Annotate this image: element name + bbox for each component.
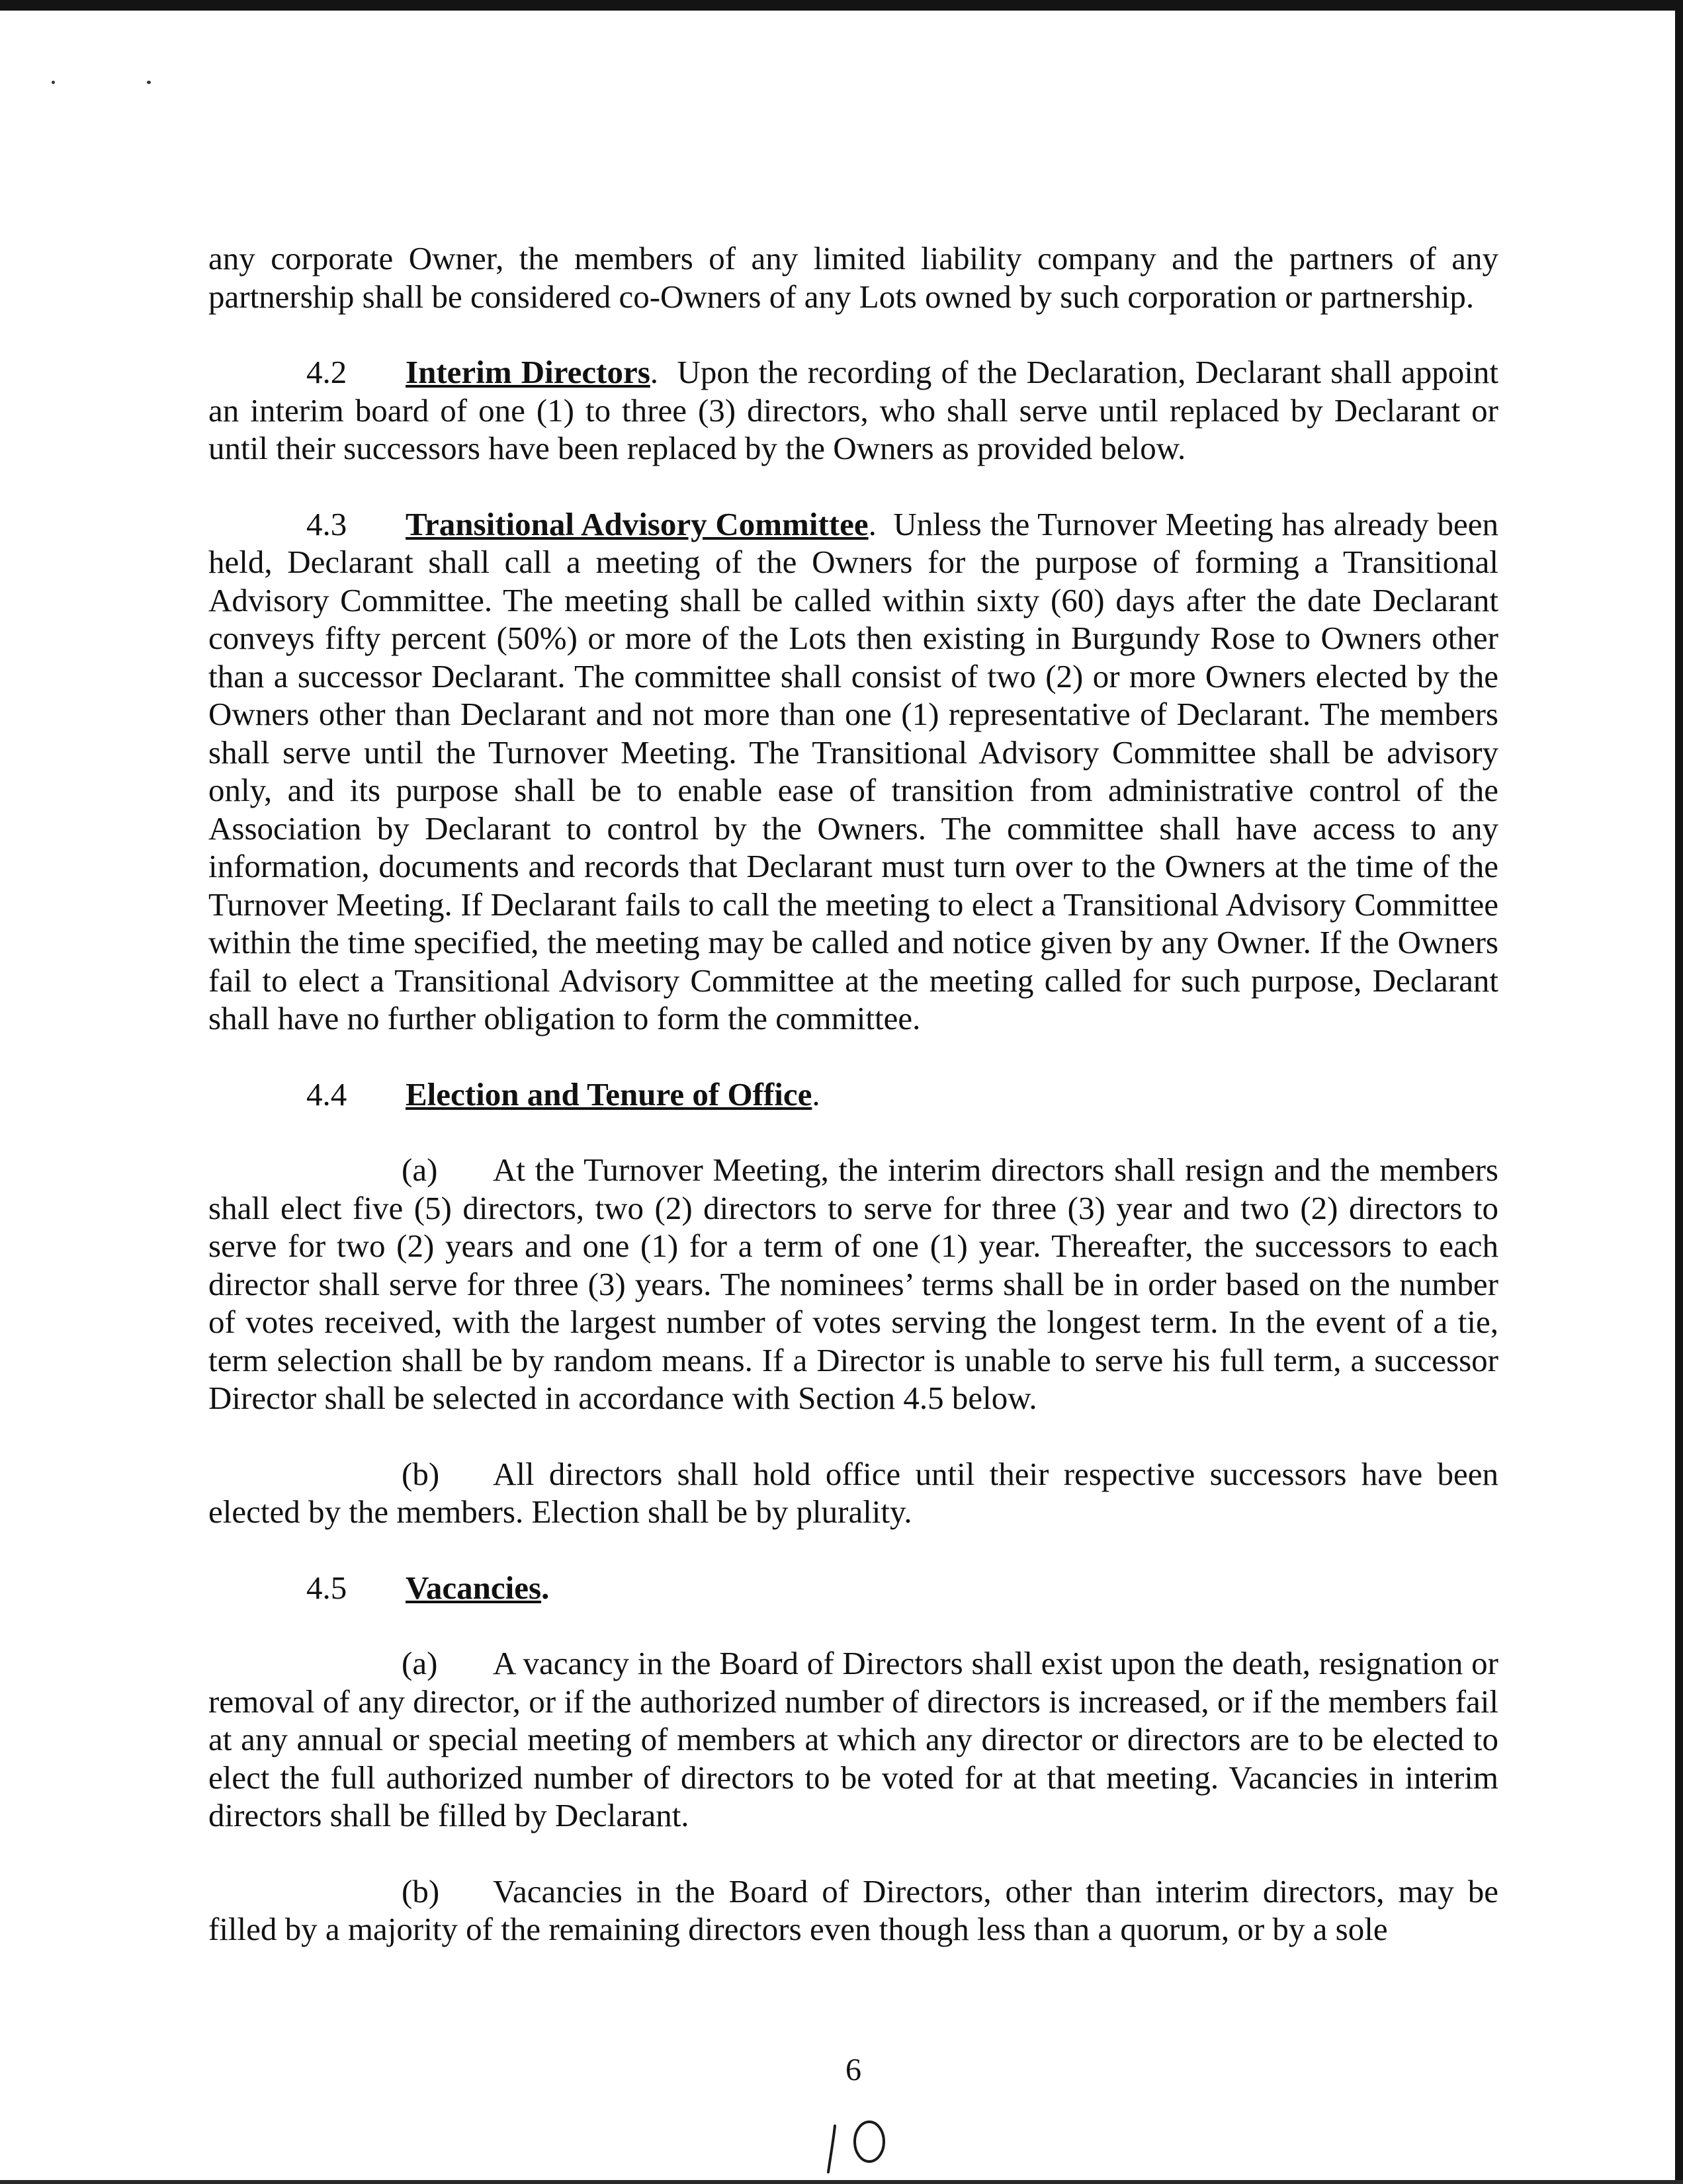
section-heading-punct: . — [541, 1569, 550, 1606]
section-number: 4.3 — [306, 505, 347, 542]
subsection-label: (b) — [402, 1455, 440, 1492]
section-heading: Vacancies — [406, 1569, 542, 1606]
handwritten-page-mark — [823, 2113, 902, 2176]
scan-speck — [52, 81, 55, 84]
subsection-label: (a) — [402, 1645, 438, 1681]
continued-paragraph: any corporate Owner, the members of any limited liability company and the partners of any partnership shall be considered co-Owners of any Lots owned by such corporation or partnership. — [208, 240, 1498, 315]
section-heading-punct: . — [868, 505, 877, 542]
subsection-4-5-b — [208, 1872, 1498, 1949]
section-heading-punct: . — [812, 1075, 820, 1113]
section-heading: Election and Tenure of Office — [406, 1075, 812, 1113]
section-heading-punct: . — [650, 354, 659, 390]
scan-speck — [147, 81, 151, 84]
section-heading: Interim Directors — [406, 354, 650, 390]
subsection-text: At the Turnover Meeting, the interim directors shall resign and the members shall elect five (5) directors, two (2) directors to serve for three (3) year and two (2) directors to serve for two (2) years and one (1) for a term of one (1) year. Thereafter, the successors to each director shall serve for three (3) years. The nominees’ terms shall be in order based on the number of votes received, with the largest number of votes serving the longest term. In the event of a tie, term selection shall be by random means. If a Director is unable to serve his full term, a successor Director shall be selected in accordance with Section 4.5 below. — [208, 1152, 1498, 1416]
subsection-4-5-a — [208, 1644, 1498, 1835]
scan-edge-bottom — [0, 2180, 1683, 2184]
section-number: 4.5 — [306, 1569, 347, 1606]
subsection-label: (b) — [402, 1872, 440, 1910]
scan-edge-right — [1675, 0, 1683, 2184]
subsection-text: Vacancies in the Board of Directors, other than interim directors, may be filled by a majority of the remaining directors even though less than a quorum, or by a sole — [208, 1872, 1498, 1947]
document-body — [208, 239, 1498, 1949]
page-number: 6 — [845, 2052, 861, 2087]
section-number: 4.4 — [306, 1075, 347, 1113]
section-text: Upon the recording of the Declaration, Declarant shall appoint an interim board of one (1) to three (3) directors, who shall serve until replaced by Declarant or until their successors have been replaced by the Owners as provided below. — [208, 354, 1499, 466]
subsection-text: All directors shall hold office until their respective successors have been elected by the members. Election shall be by plurality. — [208, 1455, 1498, 1530]
subsection-text: A vacancy in the Board of Directors shall exist upon the death, resignation or removal of any director, or if the authorized number of directors is increased, or if the members fail at any annual or special meeting of members at which any director or directors are to be elected to elect the full authorized number of directors to be voted for at that meeting. Vacancies in interim directors shall be filled by Declarant. — [208, 1645, 1498, 1833]
section-number: 4.2 — [306, 354, 347, 390]
section-heading: Transitional Advisory Committee — [406, 505, 869, 542]
section-text: Unless the Turnover Meeting has already been held, Declarant shall call a meeting of the Owners for the purpose of forming a Transitional Advisory Committee. The meeting shall be called within sixty (60) days after the date Declarant conveys fifty percent (50%) or more of the Lots then existing in Burgundy Rose to Owners other than a successor Declarant. The committee shall consist of two (2) or more Owners elected by the Owners other than Declarant and not more than one (1) representative of Declarant. The members shall serve until the Turnover Meeting. The Transitional Advisory Committee shall be advisory only, and its purpose shall be to enable ease of transition from administrative control of the Association by Declarant to control by the Owners. The committee shall have access to any information, documents and records that Declarant must turn over to the Owners at the time of the Turnover Meeting. If Declarant fails to call the meeting to elect a Transitional Advisory Committee within the time specified, the meeting may be called and notice given by any Owner. If the Owners fail to elect a Transitional Advisory Committee at the meeting called for such purpose, Declarant shall have no further obligation to form the committee. — [208, 505, 1498, 1036]
subsection-label: (a) — [402, 1152, 438, 1188]
subsection-4-4-a — [208, 1151, 1498, 1417]
section-4-2 — [208, 353, 1498, 468]
section-4-3 — [208, 505, 1498, 1038]
section-4-5-heading — [208, 1569, 1498, 1607]
subsection-4-4-b — [208, 1455, 1498, 1531]
section-4-4-heading — [208, 1075, 1498, 1114]
scan-edge-top — [0, 0, 1683, 11]
